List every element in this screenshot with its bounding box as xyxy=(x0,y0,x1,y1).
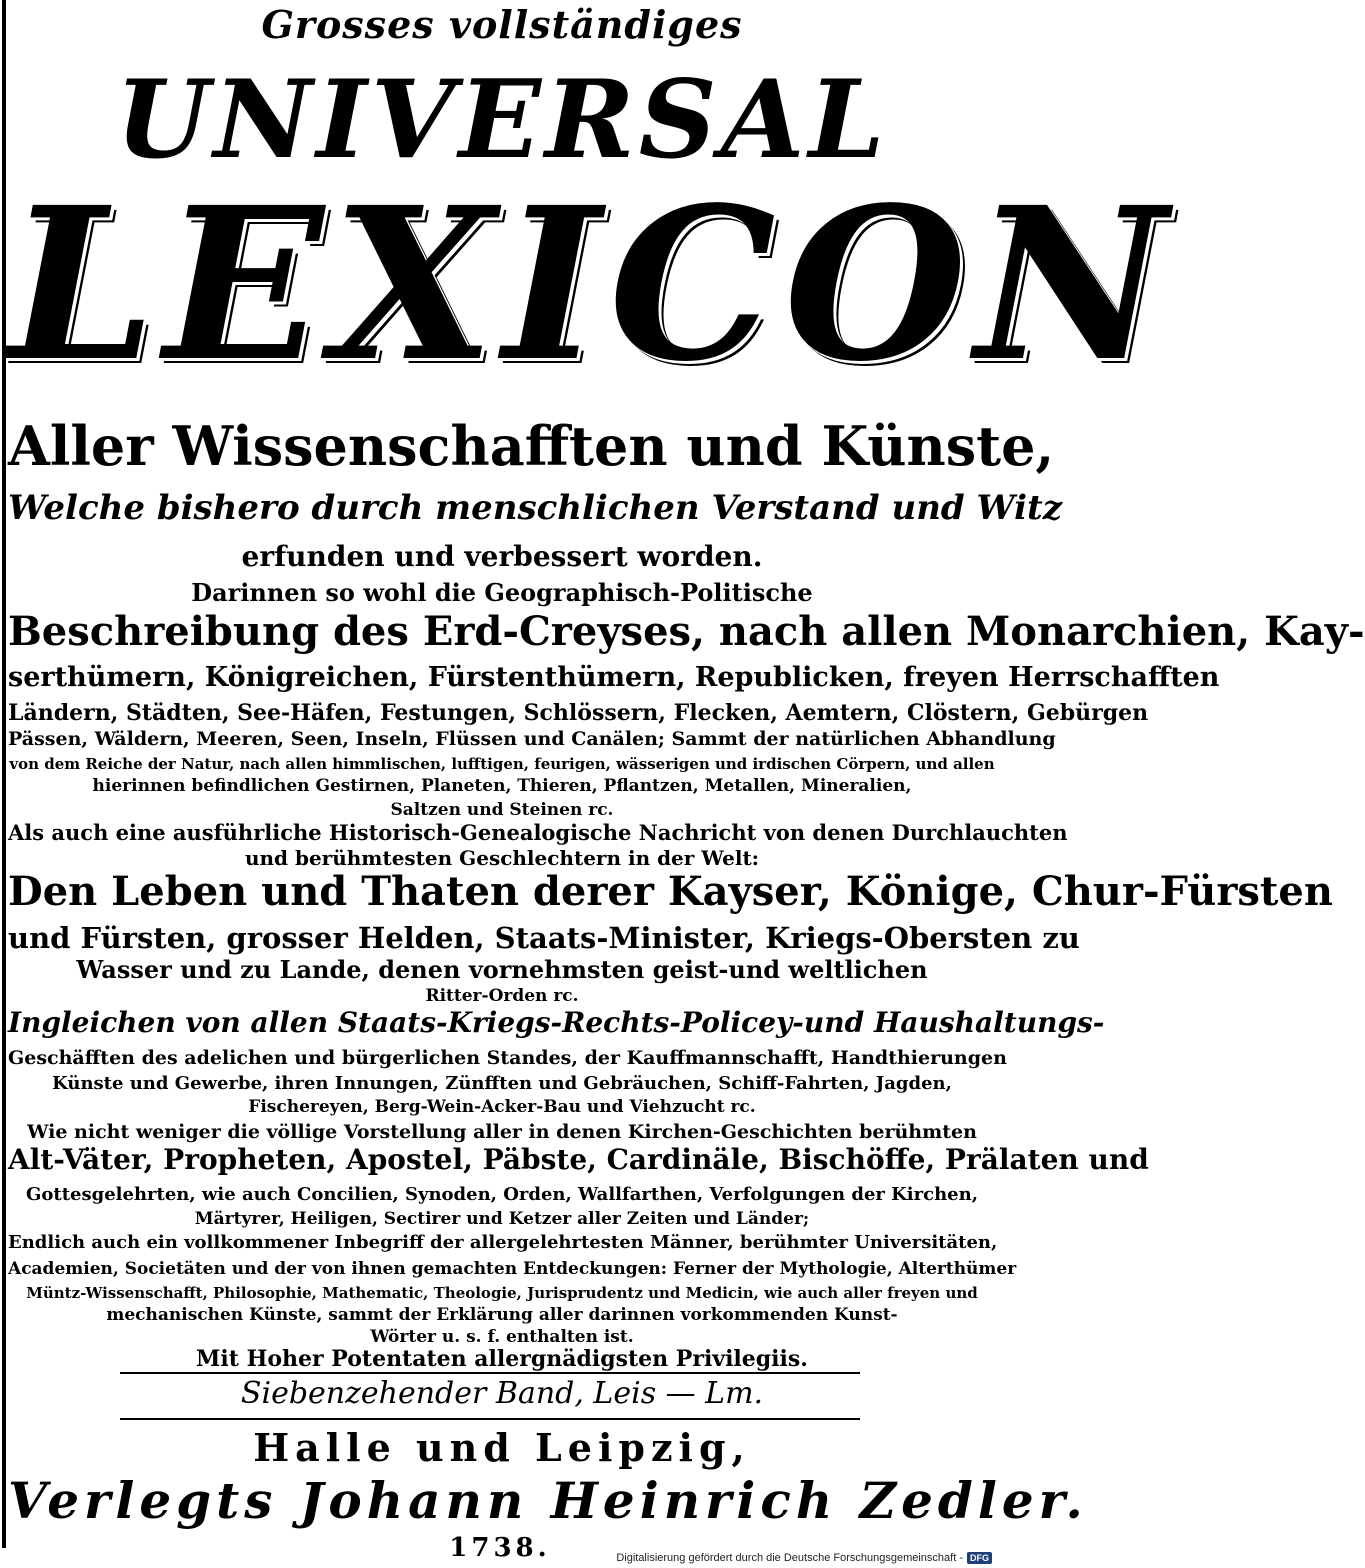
body-line: Darinnen so wohl die Geographisch-Politische xyxy=(191,578,813,607)
body-line: von dem Reiche der Natur, nach allen himmlischen, lufftigen, feurigen, wässerigen und irdischen Cörpern, und allen xyxy=(9,755,995,773)
body-line: Geschäfften des adelichen und bürgerlichen Standes, der Kauffmannschafft, Handthierungen xyxy=(8,1047,1007,1069)
body-line: Märtyrer, Heiligen, Sectirer und Ketzer aller Zeiten und Länder; xyxy=(194,1209,810,1229)
privilege-line: Mit Hoher Potentaten allergnädigsten Privilegiis. xyxy=(196,1346,808,1372)
imprint-publisher: Verlegts Johann Heinrich Zedler. xyxy=(8,1471,1088,1530)
heading-invented: erfunden und verbessert worden. xyxy=(241,540,763,573)
volume-line: Siebenzehender Band, Leis — Lm. xyxy=(240,1376,764,1411)
body-line: Ingleichen von allen Staats-Kriegs-Rechts-Policey-und Haushaltungs- xyxy=(8,1006,1105,1039)
title-top-line: Grosses vollständiges xyxy=(261,2,743,47)
body-line: Endlich auch ein vollkommener Inbegriff der allergelehrtesten Männer, berühmter Universitäten, xyxy=(8,1232,998,1253)
body-line: mechanischen Künste, sammt der Erklärung aller darinnen vorkommenden Kunst- xyxy=(106,1305,898,1325)
body-line: Academien, Societäten und der von ihnen gemachten Entdeckungen: Ferner der Mythologie, Alterthümer xyxy=(8,1259,1017,1279)
body-line: Den Leben und Thaten derer Kayser, Könige, Chur-Fürsten xyxy=(8,868,1333,915)
body-line: Wasser und zu Lande, denen vornehmsten geist-und weltlichen xyxy=(76,955,928,984)
body-line: hierinnen befindlichen Gestirnen, Planeten, Thieren, Pflantzen, Metallen, Mineralien, xyxy=(92,776,912,796)
page-edge-rule xyxy=(2,0,6,1548)
body-line: Pässen, Wäldern, Meeren, Seen, Inseln, Flüssen und Canälen; Sammt der natürlichen Abhandlung xyxy=(8,728,1056,750)
body-line: Saltzen und Steinen rc. xyxy=(390,800,614,820)
heading-understanding: Welche bishero durch menschlichen Verstand und Witz xyxy=(8,488,1063,528)
rule-lower xyxy=(120,1418,860,1420)
body-line: Wie nicht weniger die völlige Vorstellung aller in denen Kirchen-Geschichten berühmten xyxy=(27,1121,977,1143)
body-line: Fischereyen, Berg-Wein-Acker-Bau und Viehzucht rc. xyxy=(248,1097,756,1117)
credit-text: Digitalisierung gefördert durch die Deutsche Forschungsgemeinschaft - xyxy=(616,1552,963,1564)
title-universal: UNIVERSAL xyxy=(115,57,889,183)
title-lexicon: LEXICON xyxy=(8,161,1175,408)
body-line: Beschreibung des Erd-Creyses, nach allen Monarchien, Kay- xyxy=(8,608,1365,655)
body-line: und berühmtesten Geschlechtern in der Welt: xyxy=(244,846,760,870)
heading-sciences: Aller Wissenschafften und Künste, xyxy=(8,414,1055,478)
body-line: Wörter u. s. f. enthalten ist. xyxy=(370,1327,634,1347)
body-line: serthümern, Königreichen, Fürstenthümern, Republicken, freyen Herrschafften xyxy=(8,662,1220,693)
imprint-city: Halle und Leipzig, xyxy=(253,1425,751,1470)
body-line: Ritter-Orden rc. xyxy=(425,986,579,1006)
body-line: Künste und Gewerbe, ihren Innungen, Zünfften und Gebräuchen, Schiff-Fahrten, Jagden, xyxy=(52,1073,952,1094)
dfg-logo: DFG xyxy=(967,1552,992,1564)
body-line: Alt-Väter, Propheten, Apostel, Päbste, Cardinäle, Bischöffe, Prälaten und xyxy=(8,1143,1149,1176)
body-line: Müntz-Wissenschafft, Philosophie, Mathematic, Theologie, Jurisprudentz und Medicin, wie auch aller freyen und xyxy=(26,1284,978,1302)
body-line: Als auch eine ausführliche Historisch-Genealogische Nachricht von denen Durchlauchten xyxy=(8,820,1068,845)
digitization-credit xyxy=(616,1552,992,1564)
imprint-year: 1738. xyxy=(449,1533,551,1563)
body-line: und Fürsten, grosser Helden, Staats-Minister, Kriegs-Obersten zu xyxy=(8,921,1080,955)
body-line: Ländern, Städten, See-Häfen, Festungen, Schlössern, Flecken, Aemtern, Clöstern, Gebürgen xyxy=(8,700,1149,726)
body-line: Gottesgelehrten, wie auch Concilien, Synoden, Orden, Wallfarthen, Verfolgungen der Kirchen, xyxy=(26,1184,978,1205)
